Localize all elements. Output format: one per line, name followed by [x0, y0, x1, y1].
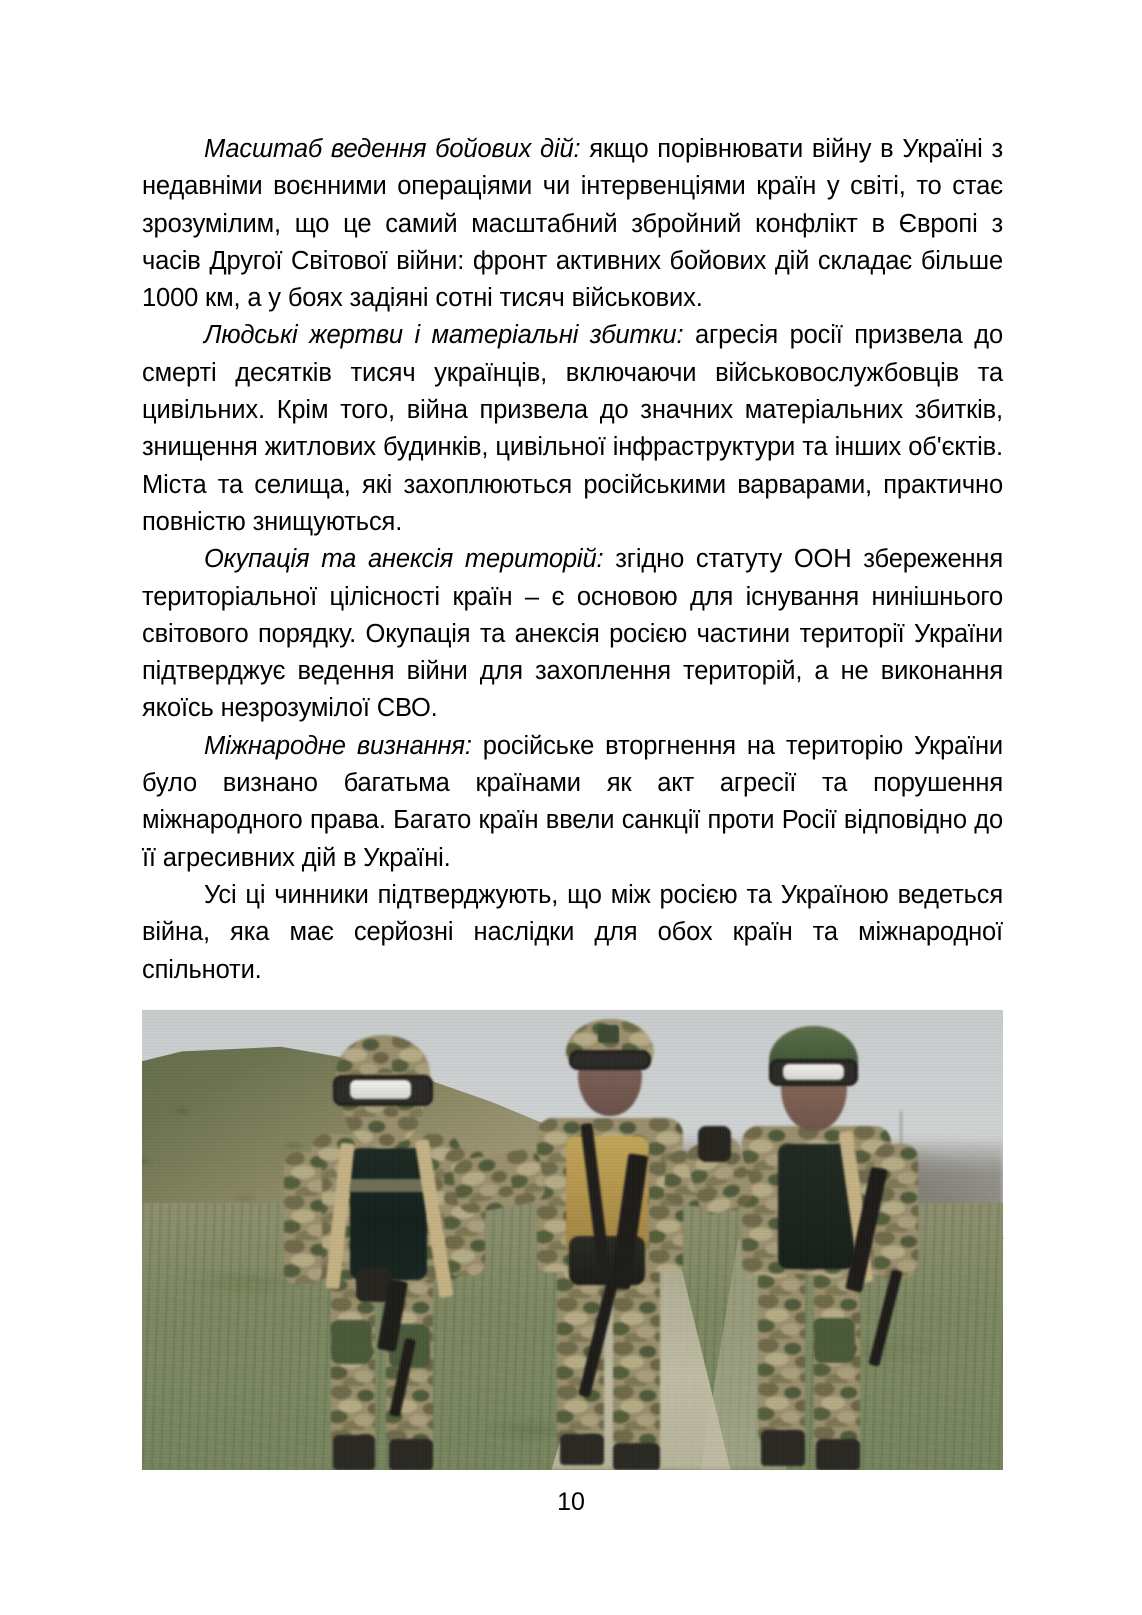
paragraph-scale-of-hostilities: [142, 131, 1003, 317]
paragraph-occupation-annexation: [142, 541, 1003, 727]
paragraph-lead-label: Міжнародне визнання:: [204, 731, 472, 760]
paragraph-body-text: агресія росії призвела до смерті десятків тисяч українців, включаючи військовослужбовців та цивільних. Крім того, війна призвела до значних матеріальних збитків, знищення житлових будинків, цивільної інфраструктури та інших об'єктів. Міста та селища, які захоплюються російськими варварами, практично повністю знищуються.: [142, 321, 1003, 536]
soldier-middle-helmet-mount: [598, 1025, 618, 1043]
soldier-middle-boot-near: [613, 1443, 660, 1470]
paragraph-human-losses: [142, 317, 1003, 541]
soldier-right-arm-near: [874, 1144, 918, 1278]
soldier-right: [676, 1024, 952, 1470]
paragraph-lead-label: Окупація та анексія територій:: [204, 545, 604, 574]
photo-canvas: [142, 1010, 1003, 1470]
soldier-left-plate-carrier: [350, 1148, 427, 1280]
soldier-left-boot-near: [389, 1439, 433, 1470]
soldier-left-arm-far: [284, 1152, 323, 1284]
soldier-middle-goggles: [569, 1050, 651, 1070]
soldier-right-goggle-lens: [783, 1064, 844, 1081]
soldier-left-kneepad-far: [331, 1320, 372, 1364]
soldier-right-rifle-barrel: [868, 1269, 902, 1367]
soldier-right-glove: [698, 1126, 731, 1162]
soldier-left-goggle-lens: [350, 1080, 411, 1099]
soldier-middle-boot-far: [560, 1434, 604, 1466]
paragraph-international-recognition: [142, 728, 1003, 877]
soldier-right-boot-near: [816, 1439, 860, 1470]
paragraph-body-text: російське вторгнення на територію України було визнано багатьма країнами як акт агресії та порушення міжнародного права. Багато країн ввели санкції проти Росії відповідно до її агресивних дій в Україні.: [142, 731, 1003, 872]
paragraph-body-text: Усі ці чинники підтверджують, що між росією та Україною ведеться війна, яка має серйозні наслідки для обох країн та міжнародної спільноти.: [142, 880, 1003, 984]
page-number: 10: [557, 1488, 585, 1516]
paragraph-lead-label: Масштаб ведення бойових дій:: [204, 135, 581, 163]
soldier-right-boot-far: [761, 1430, 805, 1466]
paragraph-lead-label: Людські жертви і матеріальні збитки:: [204, 321, 684, 350]
soldier-right-leg-far: [758, 1251, 805, 1443]
soldier-middle-arm-left-raised: [451, 1147, 547, 1216]
soldier-right-kneepad: [814, 1318, 855, 1363]
paragraph-body-text: згідно статуту ООН збереження територіальної цілісності країн – є основою для існування нинішнього світового порядку. Окупація та анексія росією частини території України підтверджує ведення війни для захоплення територій, а не виконання якоїсь незрозумілої СВО.: [142, 545, 1003, 723]
photo-soldiers: [142, 1010, 1003, 1470]
soldier-left-boot-far: [333, 1435, 374, 1470]
paragraph-conclusion: [142, 877, 1003, 989]
paragraph-body-text: якщо порівнювати війну в Україні з недавніми воєнними операціями чи інтервенціями країн у світі, то стає зрозумілим, що це самий масштабний збройний конфлікт в Європі з часів Другої Світової війни: фронт активних бойових дій складає більше 1000 км, а у боях задіяні сотні тисяч військових.: [142, 135, 1003, 313]
soldier-left-vest-stripe: [350, 1179, 427, 1192]
